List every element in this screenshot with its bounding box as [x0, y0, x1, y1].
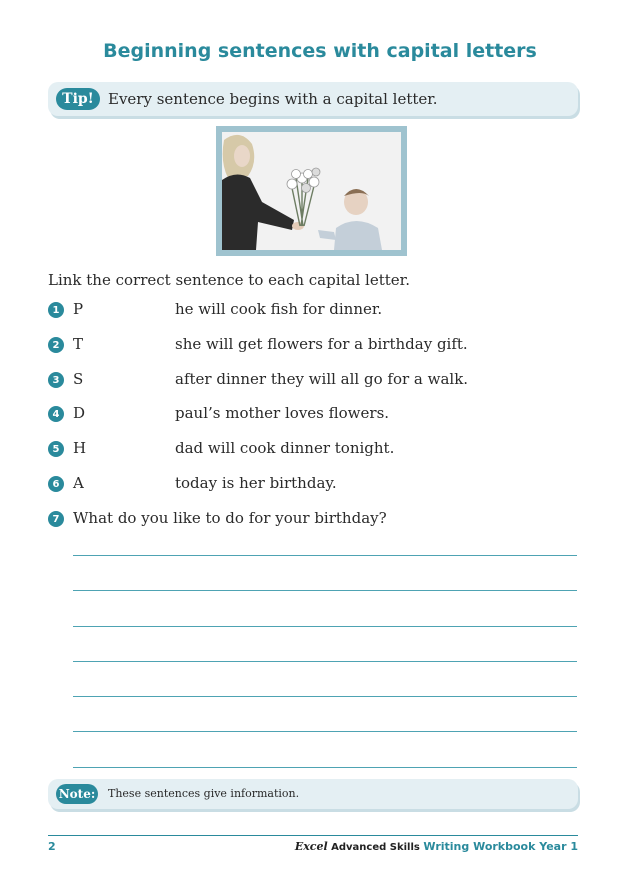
writing-line[interactable]	[73, 696, 577, 697]
note-text: These sentences give information.	[108, 787, 300, 800]
note-box	[48, 779, 578, 809]
capital-letter[interactable]: S	[73, 370, 84, 388]
list-item	[48, 403, 588, 425]
question-number-badge: 4	[48, 406, 64, 422]
sentence[interactable]: dad will cook dinner tonight.	[175, 439, 395, 457]
footer-divider	[48, 835, 578, 836]
question-number-badge: 2	[48, 337, 64, 353]
writing-line[interactable]	[73, 626, 577, 627]
question-row	[48, 508, 588, 530]
capital-letter[interactable]: D	[73, 404, 86, 422]
note-label: Note:	[56, 784, 98, 804]
question-number-badge: 7	[48, 511, 64, 527]
instruction: Link the correct sentence to each capital letter.	[48, 271, 410, 289]
list-item	[48, 438, 588, 460]
list-item	[48, 369, 588, 391]
writing-line[interactable]	[73, 590, 577, 591]
footer-series: Advanced Skills	[331, 842, 420, 853]
sentence[interactable]: paul’s mother loves flowers.	[175, 404, 390, 422]
list-item	[48, 473, 588, 495]
capital-letter[interactable]: A	[73, 474, 84, 492]
writing-line[interactable]	[73, 731, 577, 732]
question-text: What do you like to do for your birthday?	[73, 509, 387, 527]
woman-giving-flowers-to-boy-photo	[222, 132, 401, 250]
question-number-badge: 5	[48, 441, 64, 457]
capital-letter[interactable]: T	[73, 335, 84, 353]
footer-brand: Excel	[294, 840, 328, 853]
footer-book-title	[295, 840, 578, 853]
page-number: 2	[48, 840, 56, 853]
capital-letter[interactable]: P	[73, 300, 84, 318]
sentence[interactable]: after dinner they will all go for a walk.	[175, 370, 469, 388]
footer-book: Writing Workbook Year 1	[423, 840, 578, 853]
writing-line[interactable]	[73, 767, 577, 768]
capital-letter[interactable]: H	[73, 439, 87, 457]
list-item	[48, 334, 588, 356]
question-number-badge: 3	[48, 372, 64, 388]
sentence[interactable]: she will get flowers for a birthday gift.	[175, 335, 468, 353]
photo-frame	[216, 126, 407, 256]
tip-text: Every sentence begins with a capital letter.	[108, 90, 438, 108]
page-title: Beginning sentences with capital letters	[103, 40, 537, 62]
tip-box	[48, 82, 578, 116]
question-number-badge: 6	[48, 476, 64, 492]
tip-label: Tip!	[56, 88, 100, 110]
writing-line[interactable]	[73, 661, 577, 662]
list-item	[48, 299, 588, 321]
sentence[interactable]: he will cook fish for dinner.	[175, 300, 383, 318]
question-number-badge: 1	[48, 302, 64, 318]
sentence[interactable]: today is her birthday.	[175, 474, 337, 492]
writing-line[interactable]	[73, 555, 577, 556]
